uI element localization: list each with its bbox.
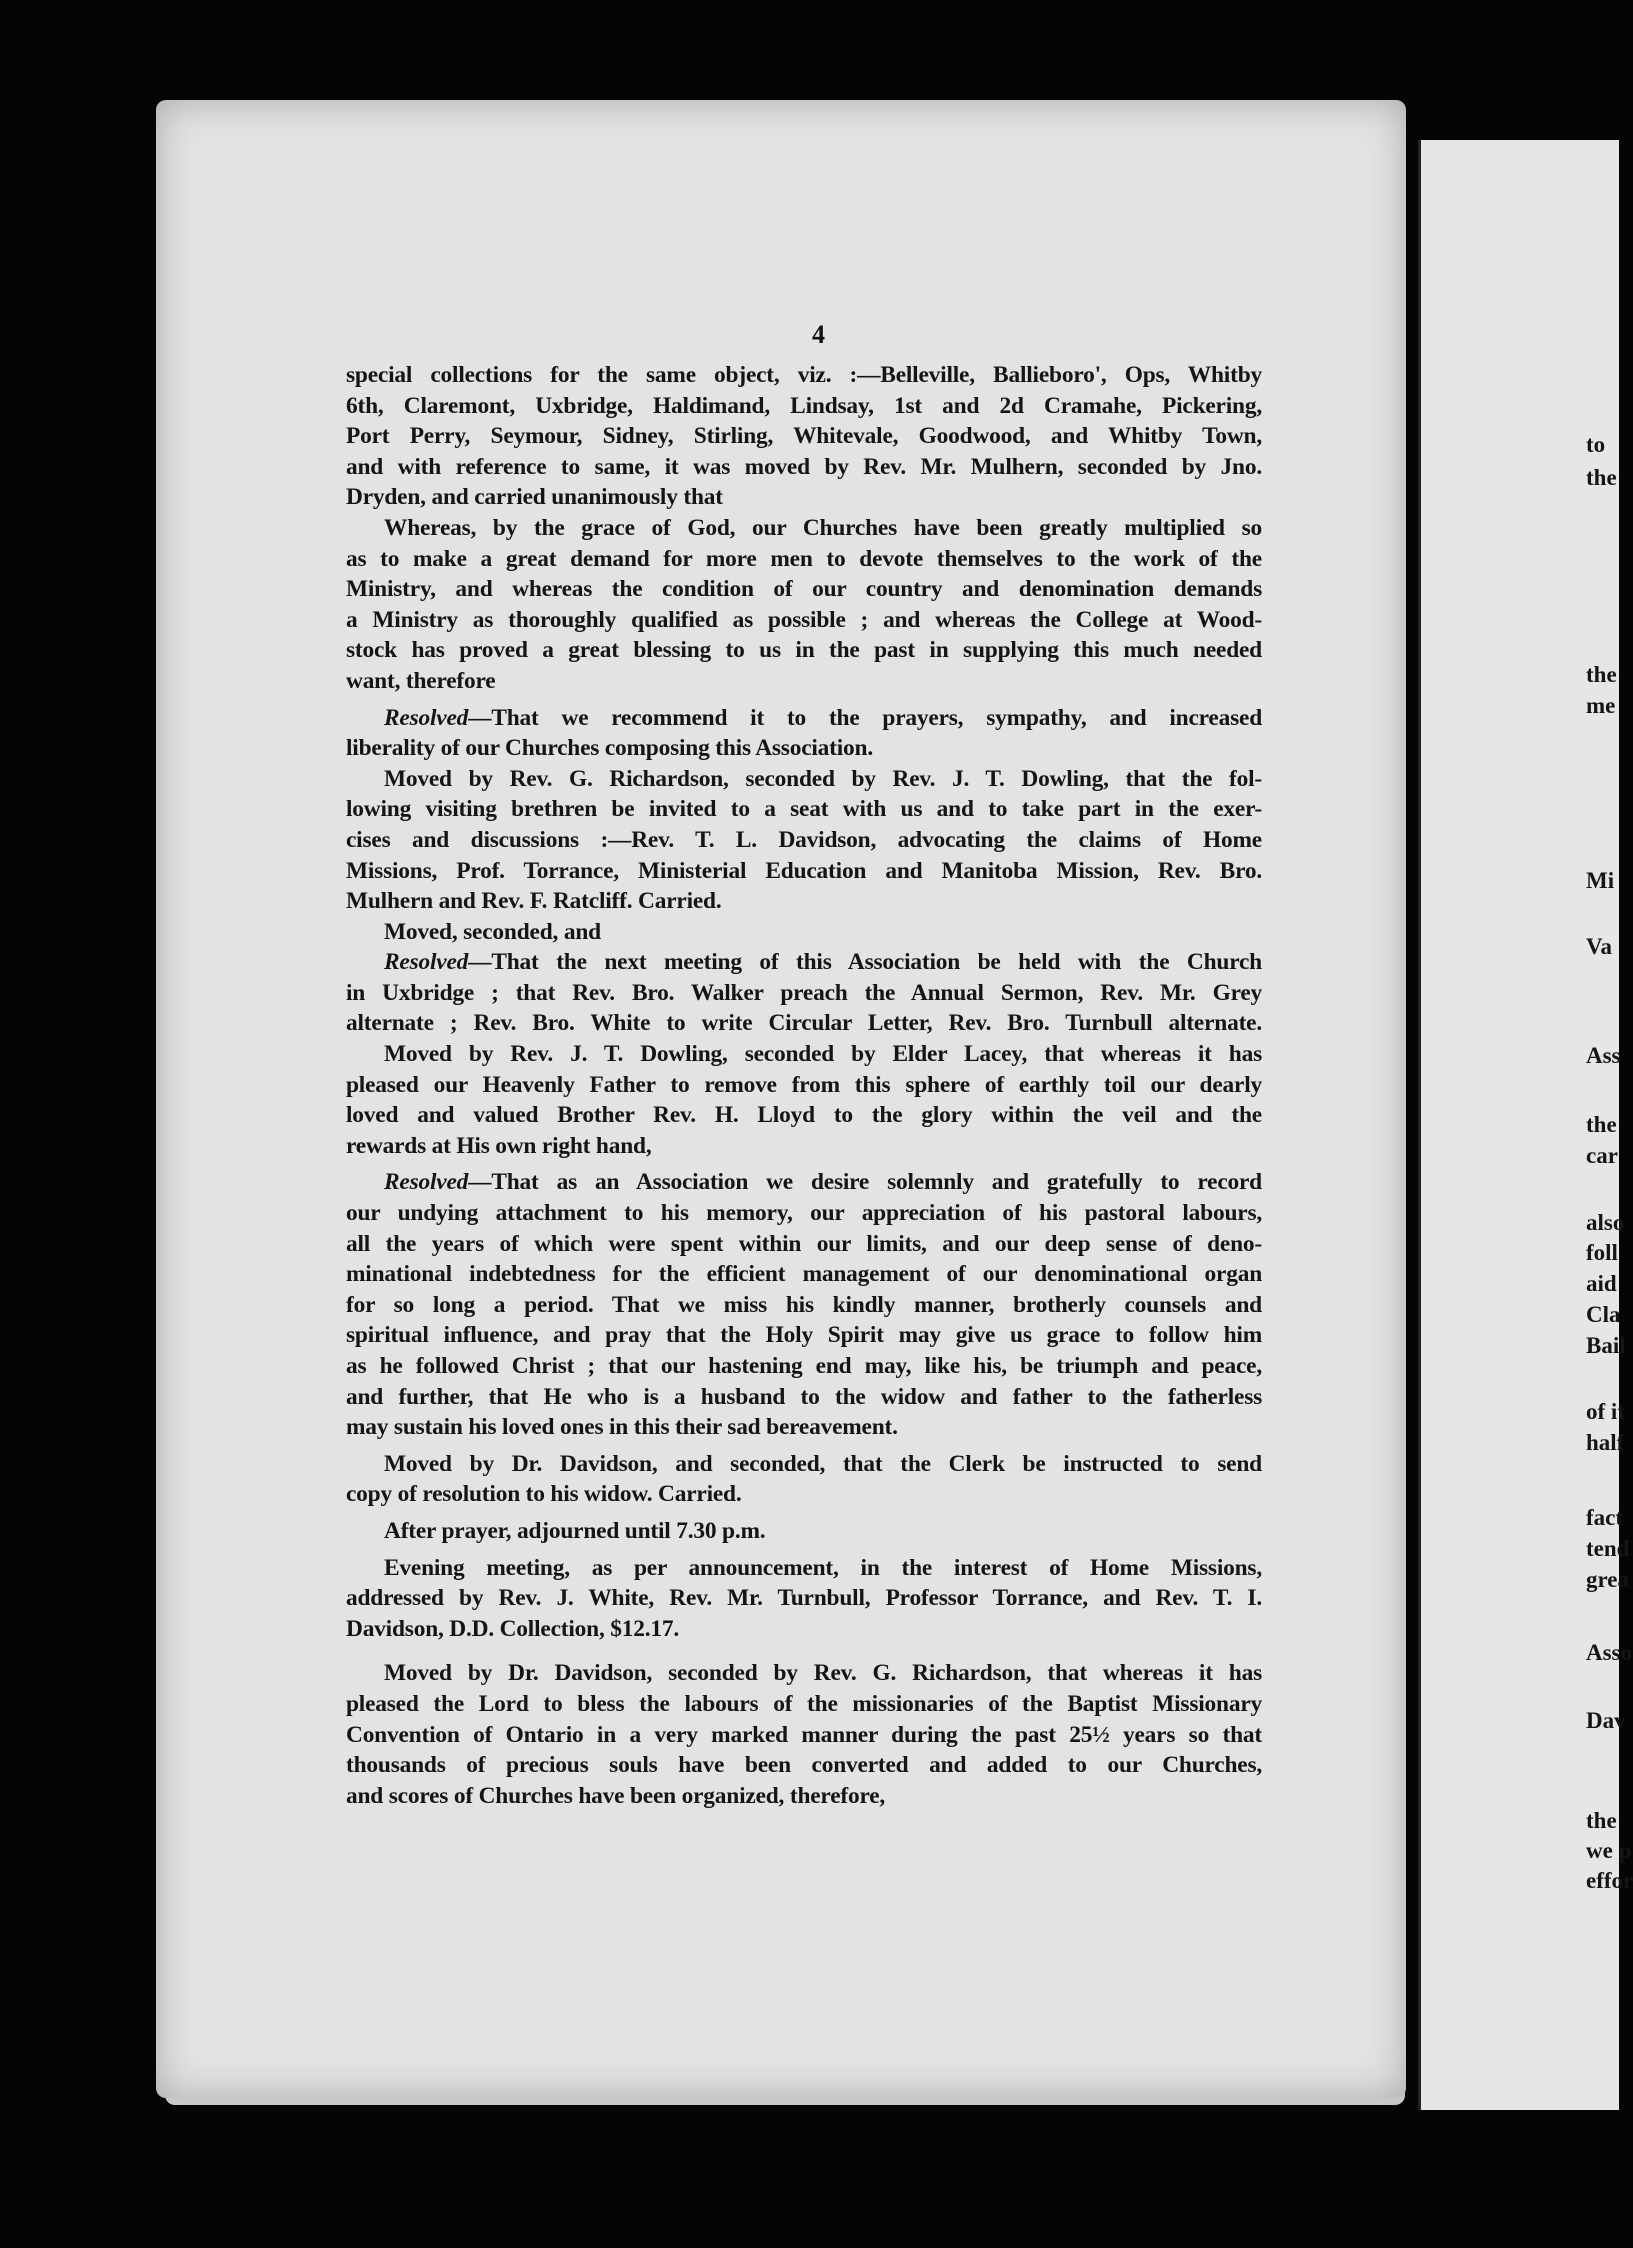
text-line: Moved by Dr. Davidson, and seconded, that the Clerk be instructed to send (384, 1450, 1262, 1477)
paragraph (346, 1039, 1262, 1161)
resolved-label: Resolved (384, 704, 469, 731)
facing-page-fragment: of it (1586, 1399, 1625, 1424)
text-line: rewards at His own right hand, (346, 1132, 652, 1159)
facing-page-fragment: Ass (1586, 1043, 1621, 1068)
text-line: Evening meeting, as per announcement, in the interest of Home Missions, (384, 1554, 1262, 1581)
text-line: want, therefore (346, 667, 496, 694)
paragraph (346, 764, 1262, 917)
text-line: Resolved—That we recommend it to the prayers, sympathy, and increased (384, 704, 1262, 731)
facing-page-fragment: car (1586, 1143, 1618, 1168)
paragraph (346, 360, 1262, 513)
body-text (346, 360, 1262, 1811)
text-line: minational indebtedness for the efficient management of our denominational organ (346, 1261, 1262, 1288)
text-line: and with reference to same, it was moved by Rev. Mr. Mulhern, seconded by Jno. (346, 453, 1262, 480)
text-line: Resolved—That the next meeting of this Association be held with the Church (384, 949, 1262, 976)
text-line: Moved by Rev. G. Richardson, seconded by Rev. J. T. Dowling, that the fol- (384, 765, 1262, 792)
facing-page-fragment: fact (1586, 1505, 1624, 1530)
page-number: 4 (812, 320, 825, 349)
text-line: as to make a great demand for more men to devote themselves to the work of the (346, 545, 1262, 572)
text-line: alternate ; Rev. Bro. White to write Circular Letter, Rev. Bro. Turnbull alternate. (346, 1010, 1262, 1037)
text-line: Moved, seconded, and (384, 918, 601, 945)
text-line: our undying attachment to his memory, our appreciation of his pastoral labours, (346, 1200, 1262, 1227)
paragraph (346, 513, 1262, 697)
text-line: all the years of which were spent within our limits, and our deep sense of deno- (346, 1230, 1262, 1257)
text-line: pleased the Lord to bless the labours of the missionaries of the Baptist Missionary (346, 1690, 1262, 1717)
text-line: Port Perry, Seymour, Sidney, Stirling, Whitevale, Goodwood, and Whitby Town, (346, 423, 1262, 450)
text-line: Davidson, D.D. Collection, $12.17. (346, 1615, 680, 1642)
facing-page-fragment: the (1586, 662, 1617, 687)
facing-page-fragment: the (1586, 1808, 1617, 1833)
text-line: and scores of Churches have been organized, therefore, (346, 1782, 886, 1809)
text-line: stock has proved a great blessing to us in the past in supplying this much needed (346, 637, 1262, 664)
facing-page-fragment: tend (1586, 1536, 1630, 1561)
text-line: Dryden, and carried unanimously that (346, 484, 723, 511)
facing-page-fragment: effor (1586, 1868, 1633, 1893)
text-line: cises and discussions :—Rev. T. L. Davidson, advocating the claims of Home (346, 826, 1262, 853)
text-line: loved and valued Brother Rev. H. Lloyd to the glory within the veil and the (346, 1102, 1262, 1129)
text-line: pleased our Heavenly Father to remove from this sphere of earthly toil our dearly (346, 1071, 1262, 1098)
facing-page-fragment: the (1586, 1112, 1617, 1137)
text-line: Resolved—That as an Association we desire solemnly and gratefully to record (384, 1169, 1262, 1196)
text-line: as he followed Christ ; that our hastening end may, like his, be triumph and peace, (346, 1353, 1262, 1379)
text-line: thousands of precious souls have been converted and added to our Churches, (346, 1752, 1262, 1779)
facing-page-fragment: Bail (1586, 1333, 1626, 1358)
resolved-label: Resolved (384, 1169, 469, 1196)
text-line: special collections for the same object, viz. :—Belleville, Ballieboro', Ops, Whitby (346, 362, 1262, 388)
paragraph (346, 703, 1262, 764)
text-line: spiritual influence, and pray that the Holy Spirit may give us grace to follow him (346, 1322, 1262, 1349)
facing-page-fragment: to (1586, 432, 1606, 457)
text-line: and further, that He who is a husband to the widow and father to the fatherless (346, 1383, 1262, 1410)
text-line: After prayer, adjourned until 7.30 p.m. (384, 1517, 766, 1544)
text-line: Moved by Dr. Davidson, seconded by Rev. G. Richardson, that whereas it has (384, 1660, 1262, 1687)
text-line: 6th, Claremont, Uxbridge, Haldimand, Lindsay, 1st and 2d Cramahe, Pickering, (346, 392, 1262, 419)
facing-page-fragment: half (1586, 1430, 1625, 1455)
facing-page-fragment: also (1586, 1210, 1625, 1235)
facing-page-fragment: Cla (1586, 1302, 1621, 1327)
facing-page-fragment: Mi (1586, 868, 1615, 893)
paragraph (346, 947, 1262, 1039)
text-line: in Uxbridge ; that Rev. Bro. Walker preach the Annual Sermon, Rev. Mr. Grey (346, 979, 1262, 1006)
text-line: may sustain his loved ones in this their sad bereavement. (346, 1414, 898, 1441)
text-line: Mulhern and Rev. F. Ratcliff. Carried. (346, 888, 722, 915)
facing-page-fragment: Dav (1586, 1708, 1626, 1733)
text-line: addressed by Rev. J. White, Rev. Mr. Turnbull, Professor Torrance, and Rev. T. I. (346, 1585, 1262, 1612)
facing-page-fragment: grea (1586, 1567, 1630, 1592)
resolved-label: Resolved (384, 949, 469, 976)
text-line: copy of resolution to his widow. Carried. (346, 1481, 742, 1508)
paragraph (346, 917, 1262, 948)
facing-page-fragment: aid (1586, 1271, 1617, 1296)
facing-page-fragment: foll (1586, 1240, 1618, 1265)
text-line: lowing visiting brethren be invited to a seat with us and to take part in the exer- (346, 796, 1262, 823)
paragraph (346, 1167, 1262, 1442)
paragraph (346, 1658, 1262, 1811)
facing-page-fragment: Va (1586, 934, 1612, 959)
facing-page-fragment: the (1586, 465, 1617, 490)
text-line: Whereas, by the grace of God, our Churches have been greatly multiplied so (384, 514, 1262, 541)
paragraph (346, 1449, 1262, 1510)
text-line: Ministry, and whereas the condition of our country and denomination demands (346, 576, 1262, 603)
facing-page-fragment: Asso (1586, 1640, 1633, 1665)
text-line: for so long a period. That we miss his kindly manner, brotherly counsels and (346, 1291, 1262, 1318)
facing-page-fragment: we p (1586, 1838, 1632, 1863)
text-line: Missions, Prof. Torrance, Ministerial Education and Manitoba Mission, Rev. Bro. (346, 857, 1262, 884)
paragraph (346, 1553, 1262, 1645)
text-line: a Ministry as thoroughly qualified as possible ; and whereas the College at Wood- (346, 606, 1262, 633)
text-line: liberality of our Churches composing this Association. (346, 735, 874, 762)
paragraph (346, 1516, 1262, 1547)
facing-page-fragment: me (1586, 693, 1616, 718)
text-line: Moved by Rev. J. T. Dowling, seconded by Elder Lacey, that whereas it has (384, 1041, 1262, 1068)
text-line: Convention of Ontario in a very marked manner during the past 25½ years so that (346, 1721, 1262, 1748)
